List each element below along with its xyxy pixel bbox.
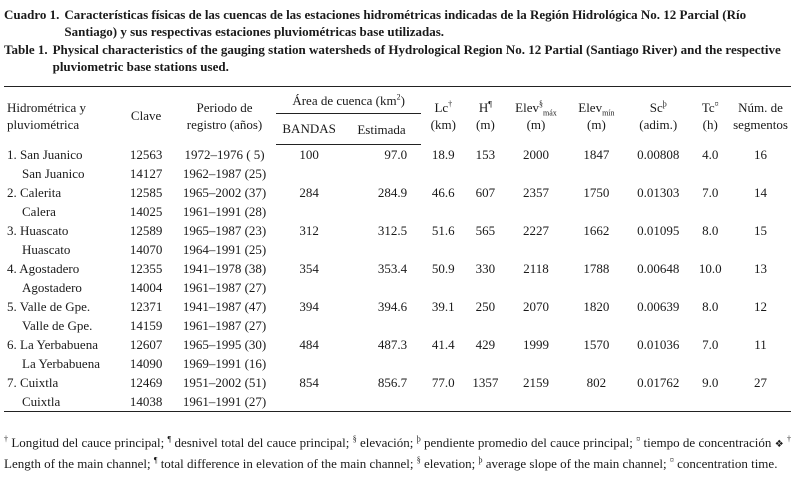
cell-sub-clave: 14090 (129, 356, 163, 371)
cell-sub-station: Valle de Gpe. (22, 318, 93, 333)
table-caption (4, 6, 792, 75)
cell-sc: 0.01036 (637, 337, 680, 352)
col-header-estimada: Estimada (342, 114, 421, 145)
caption-label: Table 1. (4, 42, 48, 57)
data-table (4, 86, 791, 412)
cell-elevmin: 802 (586, 375, 607, 390)
header-row (4, 87, 791, 114)
cell-sub-periodo: 1964–1991 (25) (182, 242, 267, 257)
cell-clave: 12589 (129, 223, 163, 238)
cell-bandas: 312 (299, 223, 319, 238)
cell-estimada: 97.0 (384, 147, 408, 162)
cell-periodo: 1965–1987 (23) (182, 223, 267, 238)
cell-station: 2. Calerita (7, 185, 62, 200)
cell-estimada: 353.4 (377, 261, 408, 276)
col-header-periodo: Periodo de registro (años) (186, 99, 263, 132)
cell-sub-clave: 14025 (129, 204, 163, 219)
cell-sc: 0.01762 (637, 375, 680, 390)
cell-sub-periodo: 1961–1991 (28) (182, 204, 267, 219)
table-subrow (4, 354, 791, 373)
cell-sub-periodo: 1969–1991 (16) (182, 356, 267, 371)
cell-seg: 27 (754, 375, 767, 390)
cell-bandas: 354 (299, 261, 319, 276)
cell-periodo: 1941–1987 (47) (182, 299, 267, 314)
col-header-sc: $Sc^þ$ (adim.) (639, 99, 678, 132)
cell-tc: 9.0 (702, 375, 719, 390)
cell-lc: 77.0 (431, 375, 455, 390)
cell-lc: 41.4 (431, 337, 455, 352)
table-row (4, 145, 791, 165)
table-subrow (4, 164, 791, 183)
cell-estimada: 394.6 (377, 299, 408, 314)
table-subrow (4, 202, 791, 221)
cell-sub-clave: 14159 (129, 318, 163, 333)
cell-seg: 16 (754, 146, 767, 162)
cell-clave: 12607 (129, 337, 163, 352)
cell-sc: 0.01095 (637, 223, 680, 238)
cell-sub-periodo: 1962–1987 (25) (182, 166, 267, 181)
cell-clave: 12563 (129, 146, 163, 162)
table-row (4, 335, 791, 354)
cell-sub-clave: 14127 (129, 166, 163, 181)
cell-lc: 51.6 (431, 223, 455, 238)
col-header-tc: Tc¤ (h) (701, 99, 719, 132)
cell-clave: 12371 (129, 299, 163, 314)
caption-english (4, 41, 792, 75)
cell-seg: 15 (754, 223, 767, 238)
cell-sub-clave: 14038 (119, 392, 172, 412)
cell-lc: 39.1 (431, 299, 455, 314)
cell-sub-station: San Juanico (22, 166, 85, 181)
col-header-elevmax: Elev§$_{máx}$ (m) (515, 99, 557, 132)
cell-station: 7. Cuixtla (7, 375, 59, 390)
cell-clave: 12355 (129, 261, 163, 276)
cell-sc: 0.00639 (637, 299, 680, 314)
cell-sc: 0.01303 (637, 185, 680, 200)
cell-bandas: 394 (299, 299, 319, 314)
cell-bandas: 100 (299, 147, 319, 162)
cell-station: 3. Huascato (7, 223, 69, 238)
cell-sub-clave: 14070 (129, 242, 163, 257)
cell-estimada: 312.5 (377, 223, 408, 238)
cell-periodo: 1941–1978 (38) (182, 261, 267, 276)
separator-icon: ❖ (774, 439, 784, 450)
cell-elevmin: 1788 (583, 261, 610, 276)
caption-text: Características físicas de las cuencas de las estaciones hidrométricas indicadas de la Región Hidrológica No. 12 Parcial (Río Santiago) y sus respectivas estaciones pluviométricas base utilizadas. (64, 7, 747, 39)
cell-tc: 4.0 (702, 146, 719, 162)
table-subrow (4, 240, 791, 259)
cell-sub-periodo: 1961–1991 (27) (173, 392, 276, 412)
table-subrow (4, 392, 791, 412)
col-header-area: Área de cuenca $(km^2)$ (276, 87, 421, 114)
cell-lc: 50.9 (431, 261, 455, 276)
cell-seg: 14 (754, 185, 767, 200)
cell-elevmin: 1820 (583, 299, 610, 314)
table-subrow (4, 278, 791, 297)
cell-elevmax: 1999 (522, 337, 549, 352)
caption-spanish (4, 6, 792, 40)
cell-elevmin: 1750 (583, 185, 610, 200)
cell-tc: 7.0 (702, 337, 719, 352)
table-row (4, 297, 791, 316)
table-row (4, 183, 791, 202)
cell-clave: 12585 (129, 185, 163, 200)
caption-label: Cuadro 1. (4, 7, 60, 22)
cell-bandas: 484 (299, 337, 319, 352)
cell-elevmin: 1662 (583, 223, 610, 238)
cell-tc: 8.0 (702, 223, 719, 238)
cell-clave: 12469 (129, 375, 163, 390)
cell-station: 1. San Juanico (7, 146, 83, 162)
table-row (4, 373, 791, 392)
cell-sub-periodo: 1961–1987 (27) (182, 280, 267, 295)
col-header-elevmin: Elev$_{mín}$ (m) (578, 99, 615, 132)
cell-h: 153 (475, 146, 496, 162)
table-row (4, 259, 791, 278)
cell-elevmax: 2070 (522, 299, 549, 314)
footnote: † Longitud del cauce principal; ¶ desnivel total del cauce principal; § elevación; $^þ$ pendiente promedio del cauce principal; ¤ tiempo de concentración ❖ † Length of the main channel; ¶ total difference in elevation of the main channel; § elevation; $^þ$ average slope of the main channel; ¤ concentration time. (4, 434, 792, 471)
cell-periodo: 1951–2002 (51) (182, 375, 267, 390)
caption-text: Physical characteristics of the gauging station watersheds of Hydrological Region No. 12 Partial (Santiago River) and the respective pluviometric base stations used. (52, 42, 781, 74)
cell-periodo: 1972–1976 ( 5) (184, 146, 265, 162)
cell-seg: 13 (754, 261, 767, 276)
cell-estimada: 284.9 (377, 185, 408, 200)
cell-elevmax: 2227 (522, 223, 549, 238)
cell-sub-station: Huascato (22, 242, 71, 257)
cell-lc: 46.6 (431, 185, 455, 200)
cell-station: 5. Valle de Gpe. (7, 299, 91, 314)
cell-sub-station: Calera (22, 204, 56, 219)
cell-sc: 0.00808 (637, 146, 680, 162)
cell-elevmax: 2357 (522, 185, 549, 200)
cell-sub-periodo: 1961–1987 (27) (182, 318, 267, 333)
cell-tc: 10.0 (698, 261, 722, 276)
cell-h: 1357 (472, 375, 499, 390)
col-header-segmentos: Núm. de segmentos (733, 99, 788, 132)
cell-sub-clave: 14004 (129, 280, 163, 295)
cell-h: 607 (475, 185, 496, 200)
col-header-clave: Clave (130, 108, 162, 124)
table-subrow (4, 316, 791, 335)
cell-periodo: 1965–1995 (30) (182, 337, 267, 352)
cell-seg: 11 (754, 337, 767, 352)
cell-sub-station: Agostadero (22, 280, 82, 295)
cell-seg: 12 (754, 299, 767, 314)
col-header-lc: Lc† (km) (430, 99, 456, 132)
cell-sc: 0.00648 (637, 261, 680, 276)
cell-bandas: 284 (299, 185, 319, 200)
cell-elevmax: 2159 (522, 375, 549, 390)
cell-sub-station: Cuixtla (4, 392, 119, 412)
cell-periodo: 1965–2002 (37) (182, 185, 267, 200)
table-row (4, 221, 791, 240)
cell-h: 429 (475, 337, 496, 352)
cell-sub-station: La Yerbabuena (22, 356, 100, 371)
cell-estimada: 487.3 (377, 337, 408, 352)
col-header-bandas: BANDAS (276, 114, 342, 145)
col-header-station: Hidrométrica y pluviométrica (7, 99, 87, 132)
col-header-h: H¶ (m) (476, 99, 495, 132)
cell-h: 330 (475, 261, 496, 276)
cell-estimada: 856.7 (377, 375, 408, 390)
cell-station: 6. La Yerbabuena (7, 337, 98, 352)
cell-elevmax: 2118 (523, 261, 549, 276)
cell-elevmax: 2000 (522, 146, 549, 162)
cell-tc: 7.0 (702, 185, 719, 200)
cell-station: 4. Agostadero (7, 261, 80, 276)
cell-h: 250 (475, 299, 496, 314)
cell-bandas: 854 (299, 375, 319, 390)
cell-tc: 8.0 (702, 299, 719, 314)
cell-elevmin: 1847 (583, 146, 610, 162)
table-body (4, 145, 791, 412)
cell-h: 565 (475, 223, 496, 238)
cell-elevmin: 1570 (583, 337, 610, 352)
cell-lc: 18.9 (431, 146, 455, 162)
